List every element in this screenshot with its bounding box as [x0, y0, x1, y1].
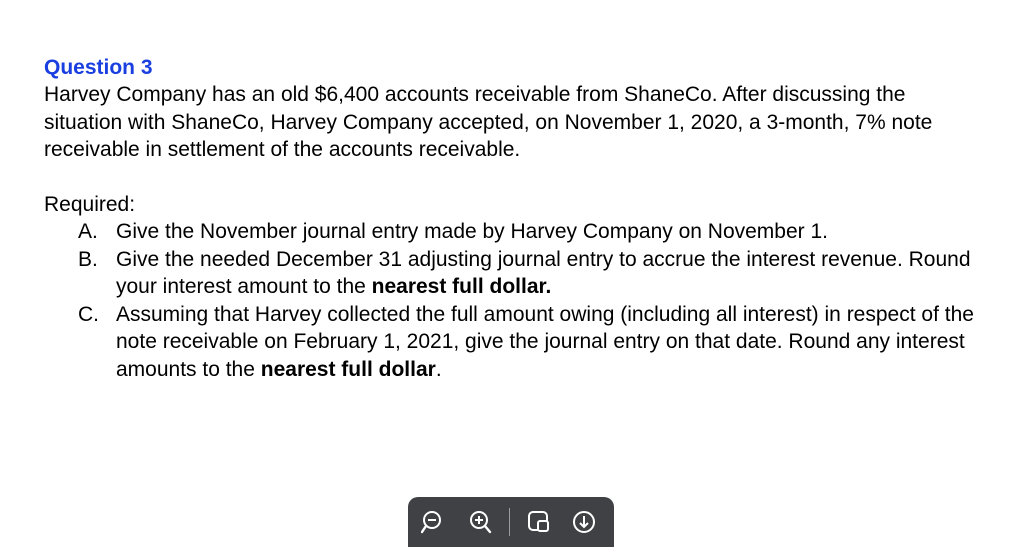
item-letter: B. — [78, 247, 98, 271]
item-text: Give the November journal entry made by Harvey Company on November 1. — [116, 220, 828, 243]
item-after-text: . — [435, 357, 442, 381]
zoom-out-button[interactable] — [418, 506, 449, 538]
copy-image-icon — [526, 509, 552, 535]
copy-image-button[interactable] — [523, 506, 554, 538]
item-text: Give the needed December 31 adjusting journal entry to accrue the interest revenue. Round your interest amount to the — [116, 247, 971, 298]
download-button[interactable] — [569, 506, 600, 538]
item-bold-text: nearest full dollar. — [371, 275, 552, 298]
zoom-in-button[interactable] — [463, 506, 494, 538]
item-letter: A. — [78, 220, 98, 243]
item-letter: C. — [78, 302, 99, 326]
item-text: Assuming that Harvey collected the full amount owing (including all interest) in respect of the note receivable on February 1, 2021, give the journal entry on that date. Round any interest amounts to the — [116, 302, 974, 381]
toolbar-divider — [509, 508, 510, 536]
required-item-c — [44, 301, 976, 384]
required-list — [44, 218, 1004, 383]
zoom-in-icon — [466, 509, 492, 535]
required-item-a — [44, 218, 976, 246]
download-icon — [571, 509, 597, 535]
question-intro: Harvey Company has an old $6,400 accounts receivable from ShaneCo. After discussing the situation with ShaneCo, Harvey Company accepted, on November 1, 2020, a 3-month, 7% note receivable in settlement of the accounts receivable. — [44, 83, 933, 161]
item-bold-text: nearest full dollar — [260, 357, 436, 381]
required-label: Required: — [44, 192, 136, 216]
required-item-b — [44, 246, 976, 301]
question-title: Question 3 — [44, 56, 153, 79]
question-document — [44, 54, 1004, 383]
image-toolbar — [408, 497, 614, 547]
zoom-out-icon — [421, 509, 447, 535]
